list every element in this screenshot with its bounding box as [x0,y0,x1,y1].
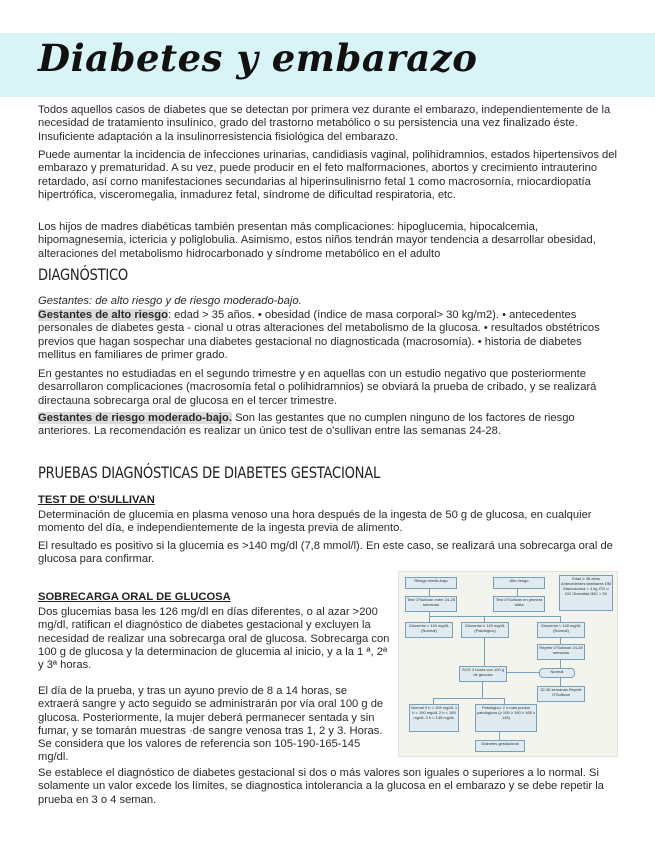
osullivan-title: TEST DE O'SULLIVAN [38,494,155,506]
flow-connector [484,616,485,622]
flow-node-normal-2: Glucemia < 140 mg/dL (Normal) [537,622,585,638]
alto-riesgo-paragraph [38,309,620,362]
page-title: Diabetes y embarazo [38,36,478,80]
flow-connector [433,698,434,704]
flow-connector [517,588,518,596]
alto-riesgo-text: : edad > 35 años. • obesidad (índice de masa corporal> 30 kg/m2). • antecedentes personales de diabetes gesta - cional u otras alteraciones del metabolismo de la glucosa. • resultados obstétricos previos que hagan sospechar una diabetes gestacional no diagnosticada (macrosomía). • historia de diabetes mellitus en familiares de primer grado. [38,309,600,361]
flow-node-sog: SOG 3 horas con 100 g de glucosa [459,666,507,682]
flow-connector [506,672,539,673]
osullivan-paragraph-2: El resultado es positivo si la glucemia es >140 mg/dl (7,8 mmol/l). En este caso, se realizará una sobrecarga oral de glucosa para confirmar. [38,540,613,566]
flow-node-repetir-32-36: 32-36 semanas Repetir O'Sullivan [537,686,585,702]
flow-node-normal-1: Glucemia < 140 mg/dL (Normal) [405,622,453,638]
flowchart-figure [398,571,618,757]
flow-node-normal-3: Normal [539,668,575,678]
flow-connector [560,677,561,686]
moderado-label: Gestantes de riesgo moderado-bajo. [38,412,232,424]
flow-connector [560,659,561,668]
flow-connector [429,588,430,596]
flow-connector [560,637,561,644]
flow-node-patologico: Glucemia ≥ 140 mg/dL (Patológico) [461,622,509,638]
pruebas-heading: PRUEBAS DIAGNÓSTICAS DE DIABETES GESTACIONAL [38,463,381,482]
flow-node-osullivan-primera: Test O'Sullivan en primera visita [493,596,545,612]
flow-node-osullivan-24-28: Test O'Sullivan entre 24-28 semanas [405,596,457,612]
diagnostico-heading: DIAGNÓSTICO [38,265,129,284]
flow-node-valores-patologicos: Patológico: 2 o más puntos patológicos (≥ 105 ≥ 190 ≥ 165 ≥ 145) [475,704,537,732]
flow-node-valores-normales: Normal 0 h < 105 mg/dL 1 h < 190 mg/dL 2 h < 165 mg/dL 3 h < 145 mg/dL [409,704,459,732]
flow-connector [560,616,561,622]
flow-connector [484,637,485,666]
sobrecarga-paragraph-2: El día de la prueba, y tras un ayuno previo de 8 a 14 horas, se extraerá sangre y acto seguido se administrarán por vía oral 100 g de glucosa. Posteriormente, la mujer deberá permanecer sentada y sin fumar, y se tomarán muestras ·de sangre venosa tras 1, 2 y 3. Horas. Se considera que los valores de referencia son 105-190-165-145 mg/dl. [38,685,384,764]
osullivan-paragraph-1: Determinación de glucemia en plasma venoso una hora después de la ingesta de 50 g de glucosa, en cualquier momento del día, e independientemente de la ingesta previa de alimento. [38,509,592,535]
flow-node-diabetes-gestacional: Diabetes gestacional [475,740,525,752]
flow-node-alto-riesgo: Alto riesgo [493,577,545,589]
final-paragraph: Se establece el diagnóstico de diabetes gestacional si dos o más valores son iguales o superiores a lo normal. Si solamente un valor excede los límites, se diagnostica intolerancia a la glucosa en el embarazo y se debe repetir la prueba en 3 o 4 seman. [38,767,604,806]
trimestre-paragraph: En gestantes no estudiadas en el segundo trimestre y en aquellas con un estudio negativo que posteriormente desarrollaron complicaciones (macrosomía fetal o polihidramnios) se obviará la prueba de cribado, y se realizará directauna sobrecarga oral de glucosa en el tercer trimestre. [38,368,597,407]
alto-riesgo-label: Gestantes de alto riesgo [38,309,168,321]
moderado-text: Son las gestantes que no cumplen ninguno de los factores de riesgo anteriores. La recomendación es realizar un único test de o'sullivan entre las semanas 24-28. [38,412,575,438]
sobrecarga-title: SOBRECARGA ORAL DE GLUCOSA [38,591,231,603]
moderado-paragraph [38,412,620,439]
flow-node-repetir-24-28: Repetir O'Sullivan 24-28 semanas [537,644,585,660]
flow-node-riesgo-medio: Riesgo medio-bajo [405,577,457,589]
intro-paragraph-1: Todos aquellos casos de diabetes que se detectan por primera vez durante el embarazo, independientemente de la necesidad de tratamiento insulínico, grado del trastorno metabólico o su persistencia una vez finalizado éste. Insuficiente adaptación a la insulinorresistencia fisiológica del embarazo. [38,104,611,143]
flow-connector [499,731,500,740]
flow-connector [433,698,505,699]
intro-paragraph-2: Puede aumentar la incidencia de infecciones urinarias, candidiasis vaginal, polihidramnios, estados hipertensivos del embarazo y prematuridad. A su vez, puede producir en el feto malformaciones, abortos y crecimiento intrauterino retardado, así corno manifestaciones secundarias al hiperinsulinisrno fetal 1 como macrosornía, rniocardiopatía hipertrófica, visceromegalia, inmadurez fetal, síndrome de dificultad respiratoria, etc. [38,149,617,201]
flow-connector [504,698,505,704]
flow-connector [429,616,561,617]
flow-connector [482,681,483,699]
sobrecarga-paragraph-1: Dos glucemias basa les 126 mg/dl en días diferentes, o al azar >200 mg/dl, ratifican el diagnóstico de diabetes gestacional y excluyen la necesidad de realizar una sobrecarga oral de glucosa. Sobrecarga con 100 g de glucosa y la determinacion de glucemia al inicio, y a la 1 ª, 2ª y 3ª horas. [38,606,390,672]
intro-paragraph-3: Los hijos de madres diabéticas también presentan más complicaciones: hipoglucemia, hipocalcemia, hipomagnesemia, ictericia y poliglobulia. Asimismo, estos niños tendrán mayor tendencia a desarrollar obesidad, alteraciones del metabolismo hidrocarbonado y síndrome metabólico en el adulto [38,221,596,260]
diagnostico-subtitle: Gestantes: de alto riesgo y de riesgo moderado-bajo. [38,295,302,307]
flow-node-criterios: Edad ≥ 35 años Antecedentes familiares DM Macrosomía > 4 kg ITG o DG Obesidad IMC > 30 [559,575,613,611]
